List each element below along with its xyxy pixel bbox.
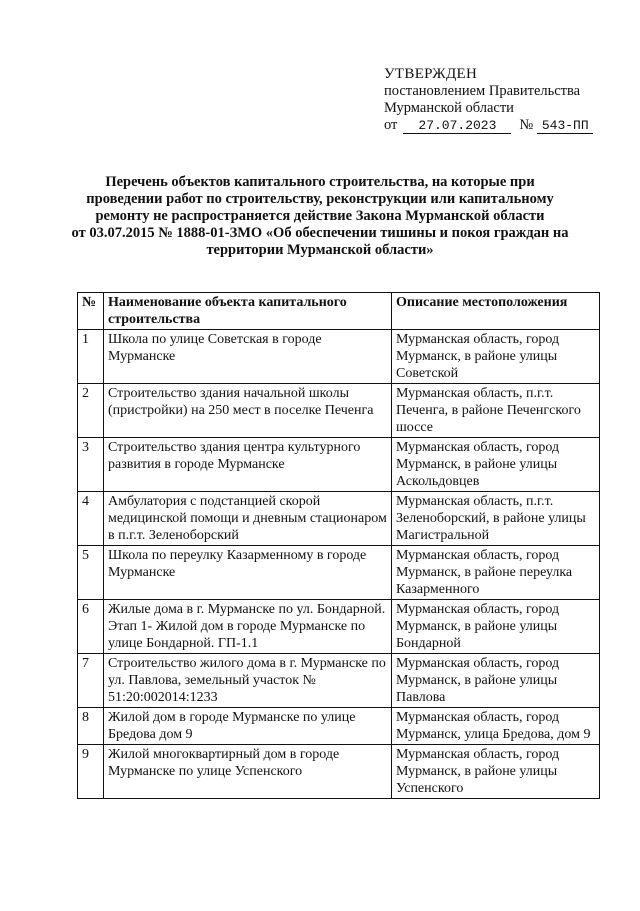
object-name: Строительство здания центра культурного развития в городе Мурманске (104, 438, 392, 492)
object-location: Мурманская область, город Мурманск, улица Бредова, дом 9 (392, 708, 600, 745)
approval-date-line (384, 117, 624, 134)
title-line: Перечень объектов капитального строительства, на которые при (105, 174, 535, 190)
object-location: Мурманская область, город Мурманск, в районе улицы Успенского (392, 745, 600, 799)
row-number: 6 (78, 600, 104, 654)
table-row (78, 546, 600, 600)
document-title (70, 174, 570, 259)
row-number: 3 (78, 438, 104, 492)
table-row (78, 745, 600, 799)
object-location: Мурманская область, п.г.т. Зеленоборский, в районе улицы Магистральной (392, 492, 600, 546)
approval-heading: УТВЕРЖДЕН (384, 66, 478, 82)
objects-table (77, 292, 600, 799)
header-object-name: Наименование объекта капитального строительства (104, 293, 392, 330)
row-number: 8 (78, 708, 104, 745)
table-row (78, 438, 600, 492)
approval-line-1: постановлением Правительства (384, 83, 581, 99)
object-location: Мурманская область, город Мурманск, в районе улицы Бондарной (392, 600, 600, 654)
number-sign: № (519, 117, 534, 133)
object-location: Мурманская область, город Мурманск, в районе улицы Павлова (392, 654, 600, 708)
row-number: 1 (78, 330, 104, 384)
table-row (78, 330, 600, 384)
object-name: Жилые дома в г. Мурманске по ул. Бондарной. Этап 1- Жилой дом в городе Мурманске по улице Бондарной. ГП-1.1 (104, 600, 392, 654)
object-name: Амбулатория с подстанцией скорой медицинской помощи и дневным стационаром в п.г.т. Зеленоборский (104, 492, 392, 546)
approval-number: 543-ПП (537, 118, 593, 134)
title-line: от 03.07.2015 № 1888-01-ЗМО «Об обеспечении тишины и покоя граждан на (71, 225, 569, 241)
object-name: Жилой дом в городе Мурманске по улице Бредова дом 9 (104, 708, 392, 745)
row-number: 7 (78, 654, 104, 708)
header-location: Описание местоположения (392, 293, 600, 330)
date-prefix: от (384, 117, 398, 133)
table-row (78, 600, 600, 654)
object-name: Строительство жилого дома в г. Мурманске по ул. Павлова, земельный участок № 51:20:002014:1233 (104, 654, 392, 708)
header-number: № (78, 293, 104, 330)
title-line: проведении работ по строительству, реконструкции или капитальному (86, 191, 554, 207)
row-number: 4 (78, 492, 104, 546)
table-row (78, 492, 600, 546)
approval-date: 27.07.2023 (403, 118, 511, 134)
object-location: Мурманская область, п.г.т. Печенга, в районе Печенгского шоссе (392, 384, 600, 438)
object-name: Школа по улице Советская в городе Мурманске (104, 330, 392, 384)
row-number: 5 (78, 546, 104, 600)
row-number: 9 (78, 745, 104, 799)
title-line: территории Мурманской области» (206, 242, 434, 258)
object-location: Мурманская область, город Мурманск, в районе улицы Советской (392, 330, 600, 384)
row-number: 2 (78, 384, 104, 438)
approval-line-2: Мурманской области (384, 100, 514, 116)
table-row (78, 384, 600, 438)
object-name: Школа по переулку Казарменному в городе Мурманске (104, 546, 392, 600)
approval-block (384, 66, 624, 134)
table-header-row (78, 293, 600, 330)
object-name: Жилой многоквартирный дом в городе Мурманске по улице Успенского (104, 745, 392, 799)
object-location: Мурманская область, город Мурманск, в районе переулка Казарменного (392, 546, 600, 600)
object-location: Мурманская область, город Мурманск, в районе улицы Аскольдовцев (392, 438, 600, 492)
object-name: Строительство здания начальной школы (пристройки) на 250 мест в поселке Печенга (104, 384, 392, 438)
table-row (78, 654, 600, 708)
table-row (78, 708, 600, 745)
title-line: ремонту не распространяется действие Закона Мурманской области (95, 208, 545, 224)
